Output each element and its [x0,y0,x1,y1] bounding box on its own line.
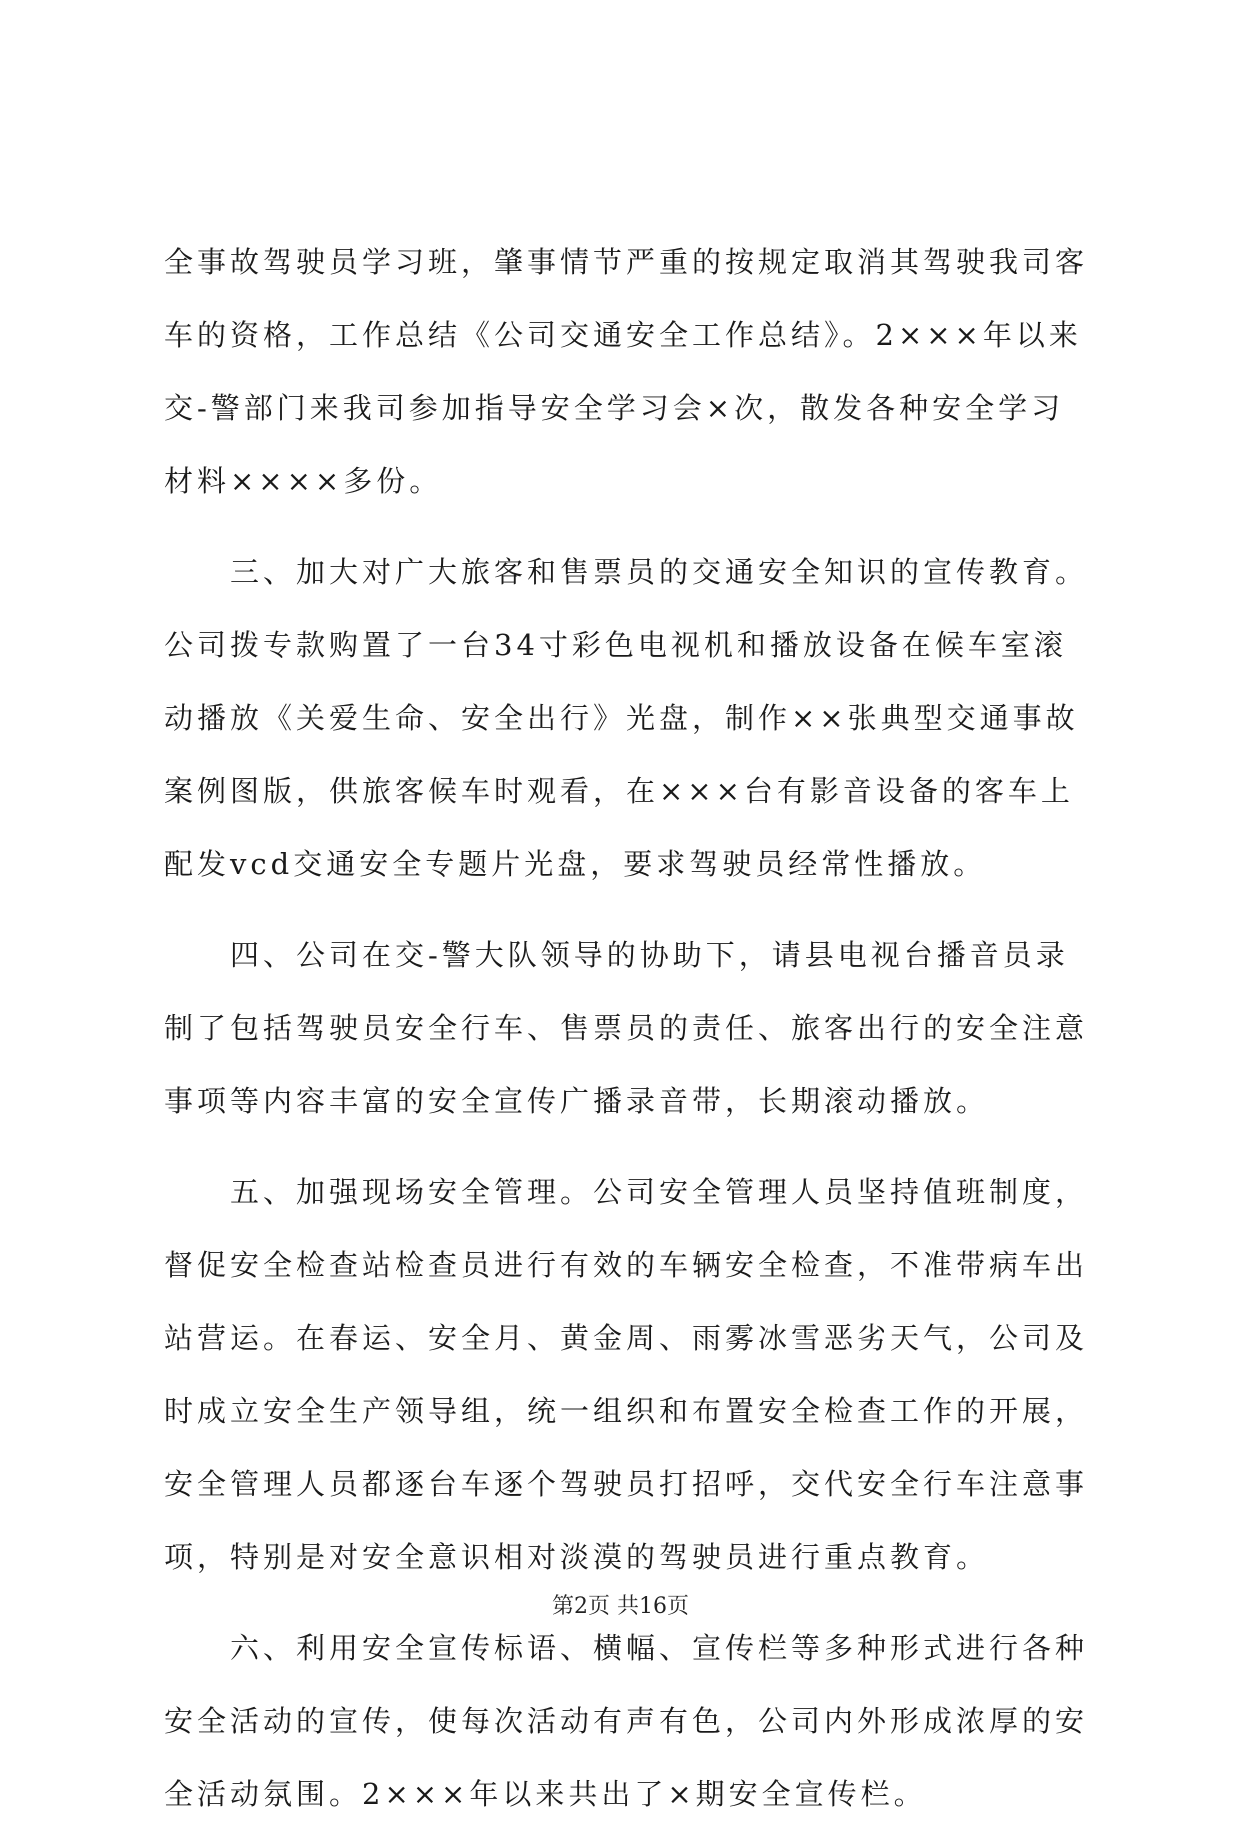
text-line: 五、加强现场安全管理。公司安全管理人员坚持值班制度， [164,1175,1089,1209]
text-line: 制了包括驾驶员安全行车、售票员的责任、旅客出行的安全注意 [164,1011,1089,1045]
text-line: 事项等内容丰富的安全宣传广播录音带，长期滚动播放。 [164,1084,990,1118]
paragraph-continued [164,226,1089,518]
text-line: 安全活动的宣传，使每次活动有声有色，公司内外形成浓厚的安 [164,1704,1089,1738]
text-line: 督促安全检查站检查员进行有效的车辆安全检查，不准带病车出 [164,1248,1089,1282]
text-line: 时成立安全生产领导组，统一组织和布置安全检查工作的开展， [164,1394,1089,1428]
text-line: 公司拨专款购置了一台34寸彩色电视机和播放设备在候车室滚 [164,628,1067,662]
text-line: 全活动氛围。2×××年以来共出了×期安全宣传栏。 [164,1777,927,1811]
text-line: 案例图版，供旅客候车时观看，在×××台有影音设备的客车上 [164,774,1074,808]
paragraph-section-5 [164,1156,1089,1594]
page-number-footer: 第2页 共16页 [552,1594,689,1619]
text-line: 安全管理人员都逐台车逐个驾驶员打招呼，交代安全行车注意事 [164,1467,1089,1501]
text-line: 交-警部门来我司参加指导安全学习会×次，散发各种安全学习 [164,391,1065,425]
text-line: 全事故驾驶员学习班，肇事情节严重的按规定取消其驾驶我司客 [164,245,1089,279]
text-line: 三、加大对广大旅客和售票员的交通安全知识的宣传教育。 [164,555,1089,589]
text-line: 六、利用安全宣传标语、横幅、宣传栏等多种形式进行各种 [164,1631,1089,1665]
text-line: 材料××××多份。 [164,464,443,498]
paragraph-section-6 [164,1612,1089,1831]
document-body [164,226,1089,1831]
paragraph-section-3 [164,536,1089,901]
text-line: 项，特别是对安全意识相对淡漠的驾驶员进行重点教育。 [164,1540,990,1574]
text-line: 配发vcd交通安全专题片光盘，要求驾驶员经常性播放。 [164,847,987,881]
paragraph-section-4 [164,919,1089,1138]
text-line: 车的资格，工作总结《公司交通安全工作总结》。2×××年以来 [164,318,1082,352]
text-line: 站营运。在春运、安全月、黄金周、雨雾冰雪恶劣天气，公司及 [164,1321,1089,1355]
text-line: 四、公司在交-警大队领导的协助下，请县电视台播音员录 [164,938,1069,972]
text-line: 动播放《关爱生命、安全出行》光盘，制作××张典型交通事故 [164,701,1079,735]
